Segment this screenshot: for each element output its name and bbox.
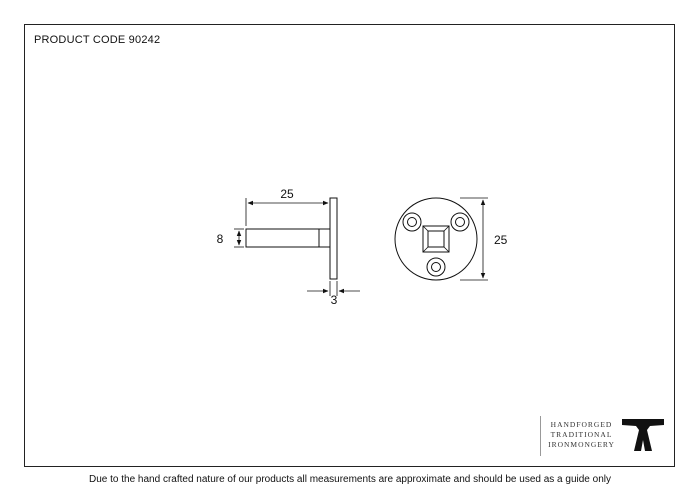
brand-logo (540, 416, 668, 456)
screw-hole-bottom (427, 258, 445, 276)
side-view (217, 187, 360, 307)
plate-thickness-label: 3 (330, 293, 338, 307)
product-code: PRODUCT CODE 90242 (34, 34, 161, 46)
screw-hole-left-inner (408, 218, 417, 227)
boss-bevel (423, 226, 428, 231)
logo-text (540, 416, 616, 456)
disclaimer: Due to the hand crafted nature of our products all measurements are approximate and should be used as a guide only (89, 474, 611, 485)
front-view (395, 198, 508, 280)
boss-bevel (423, 247, 428, 252)
screw-hole-bottom-inner (432, 263, 441, 272)
boss-bevel (444, 226, 449, 231)
base-plate-side (330, 198, 337, 279)
pin-diameter-label: 8 (216, 232, 224, 246)
pin-neck (319, 229, 330, 247)
logo-line: TRADITIONAL (550, 430, 613, 439)
screw-hole-right-inner (456, 218, 465, 227)
pin-length-label: 25 (280, 187, 294, 201)
screw-hole-left (403, 213, 421, 231)
logo-line: HANDFORGED (550, 420, 613, 429)
square-boss-inner (428, 231, 444, 247)
pin-shaft (246, 229, 319, 247)
logo-line: IRONMONGERY (548, 440, 615, 449)
boss-bevel (444, 247, 449, 252)
plate-diameter-label: 25 (494, 233, 508, 247)
anvil-icon (620, 416, 666, 454)
screw-hole-right (451, 213, 469, 231)
base-plate-front (395, 198, 477, 280)
